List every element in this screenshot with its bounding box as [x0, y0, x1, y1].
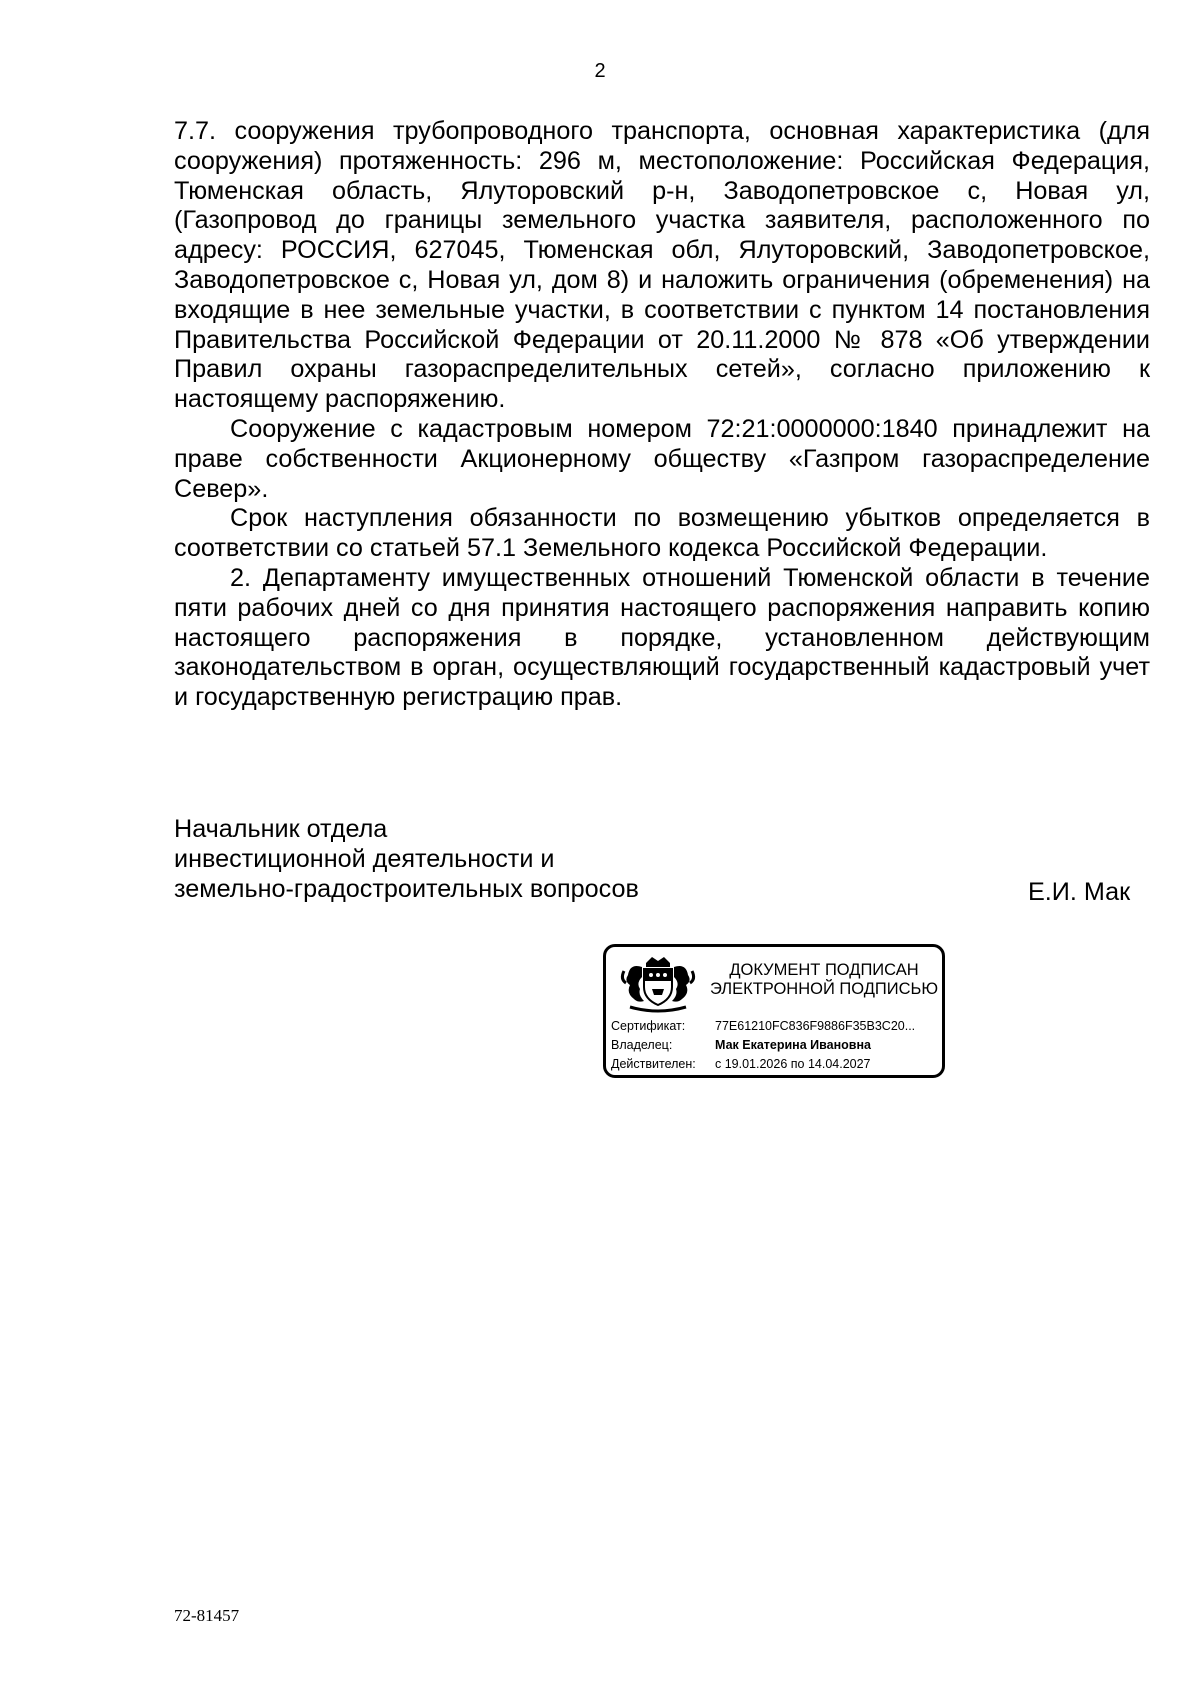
signature-position: [174, 815, 1150, 904]
electronic-signature-stamp: [603, 944, 945, 1078]
signer-name: Е.И. Мак: [1028, 878, 1131, 906]
stamp-row-certificate: [611, 1017, 945, 1036]
signer-position-line: земельно-градостроительных вопросов: [174, 874, 639, 903]
page-number: 2: [594, 60, 606, 82]
stamp-value: Мак Екатерина Ивановна: [715, 1038, 871, 1052]
stamp-row-owner: [611, 1036, 945, 1055]
stamp-row-validity: [611, 1055, 945, 1074]
stamp-details: [611, 1017, 945, 1074]
stamp-label: Действителен:: [611, 1057, 696, 1071]
document-body: [174, 117, 1150, 713]
stamp-title: [706, 961, 942, 999]
stamp-label: Сертификат:: [611, 1019, 686, 1033]
paragraph-compensation: Срок наступления обязанности по возмещению убытков определяется в соответствии со статьей 57.1 Земельного кодекса Российской Федерации.: [174, 504, 1150, 563]
stamp-title-line: ДОКУМЕНТ ПОДПИСАН: [729, 961, 919, 979]
stamp-value: 77E61210FC836F9886F35B3C20...: [715, 1019, 916, 1033]
signer-position-line: Начальник отдела: [174, 815, 388, 843]
paragraph-ownership: Сооружение с кадастровым номером 72:21:0000000:1840 принадлежит на праве собственности Акционерному обществу «Газпром газораспределение Север».: [174, 414, 1150, 503]
stamp-title-line: ЭЛЕКТРОННОЙ ПОДПИСЬЮ: [709, 980, 939, 998]
stamp-value: с 19.01.2026 по 14.04.2027: [715, 1057, 871, 1071]
paragraph-7-7: 7.7. сооружения трубопроводного транспорта, основная характеристика (для сооружения) протяженность: 296 м, местоположение: Российская Федерация, Тюменская область, Ялуторовский р-н, Заводопетровское с, Новая ул, (Газопровод до границы земельного участка заявителя, расположенного по адресу: РОССИЯ, 627045, Тюменская обл, Ялуторовский, Заводопетровское, Заводопетровское с, Новая ул, дом 8) и наложить ограничения (обременения) на входящие в нее земельные участки, в соответствии с пунктом 14 постановления Правительства Российской Федерации от 20.11.2000 № 878 «Об утверждении Правил охраны газораспределительных сетей», согласно приложению к настоящему распоряжению.: [174, 117, 1150, 414]
stamp-label: Владелец:: [611, 1038, 673, 1052]
signer-position-line: инвестиционной деятельности и: [174, 844, 555, 873]
document-code: 72-81457: [174, 1606, 240, 1625]
tyumen-coat-of-arms-icon: [616, 953, 700, 1015]
paragraph-item-2: 2. Департаменту имущественных отношений Тюменской области в течение пяти рабочих дней со дня принятия настоящего распоряжения направить копию настоящего распоряжения в порядке, установленном действующим законодательством в орган, осуществляющий государственный кадастровый учет и государственную регистрацию прав.: [174, 563, 1150, 712]
